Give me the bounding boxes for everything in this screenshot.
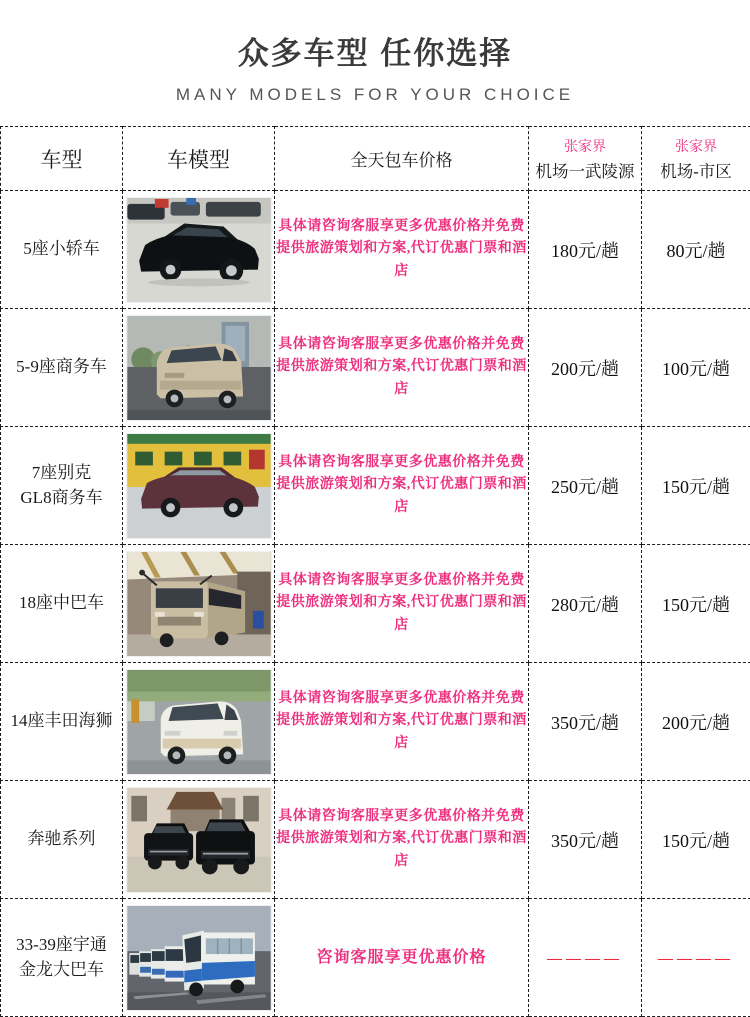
table-row (1, 899, 750, 1017)
airport-city-price: 100元/趟 (642, 309, 750, 427)
table-row (1, 191, 750, 309)
vehicle-photo-cell (123, 663, 275, 781)
price-note-cell (275, 191, 529, 309)
price-note-cell (275, 309, 529, 427)
vehicle-pricing-table (0, 126, 750, 1017)
coaster-midibus-photo (126, 551, 272, 657)
header-zhangjiajie-label: 张家界 (564, 139, 606, 155)
header-zhangjiajie-label: 张家界 (675, 139, 717, 155)
airport-wulingyuan-price: 180元/趟 (529, 191, 642, 309)
vehicle-type-cell: 5座小轿车 (1, 191, 123, 309)
page-subtitle: MANY MODELS FOR YOUR CHOICE (175, 85, 575, 104)
vehicle-type-cell: 14座丰田海狮 (1, 663, 123, 781)
vehicle-type-cell: 7座别克 GL8商务车 (1, 427, 123, 545)
vehicle-type-cell: 5-9座商务车 (1, 309, 123, 427)
page-header (0, 0, 750, 126)
vehicle-type-cell: 33-39座宇通 金龙大巴车 (1, 899, 123, 1017)
price-note-cell (275, 545, 529, 663)
airport-city-price: 80元/趟 (642, 191, 750, 309)
header-airport-wulingyuan: 张家界 机场一武陵源 (529, 127, 642, 191)
vehicle-photo-cell (123, 191, 275, 309)
price-note-cell (275, 663, 529, 781)
table-row (1, 427, 750, 545)
airport-wulingyuan-price: 280元/趟 (529, 545, 642, 663)
vehicle-photo-cell (123, 781, 275, 899)
promo-note: 具体请咨询客服享更多优惠价格并免费提供旅游策划和方案,代订优惠门票和酒店 (276, 808, 527, 869)
airport-city-price: 150元/趟 (642, 427, 750, 545)
silver-mpv-photo (126, 315, 272, 421)
buick-gl8-photo (126, 433, 272, 539)
airport-city-price: 200元/趟 (642, 663, 750, 781)
table-row (1, 781, 750, 899)
vehicle-type-cell: 18座中巴车 (1, 545, 123, 663)
page-title: 众多车型 任你选择 (237, 36, 513, 71)
table-body (1, 191, 750, 1017)
airport-wulingyuan-price: ———— (529, 899, 642, 1017)
header-vehicle-model: 车模型 (123, 127, 275, 191)
table-row (1, 545, 750, 663)
vehicle-type-cell: 奔驰系列 (1, 781, 123, 899)
toyota-hiace-photo (126, 669, 272, 775)
promo-note: 具体请咨询客服享更多优惠价格并免费提供旅游策划和方案,代订优惠门票和酒店 (276, 690, 527, 751)
promo-note: 咨询客服享更优惠价格 (316, 948, 487, 966)
table-header-row (1, 127, 750, 191)
promo-note: 具体请咨询客服享更多优惠价格并免费提供旅游策划和方案,代订优惠门票和酒店 (276, 454, 527, 515)
header-allday-price: 全天包车价格 (275, 127, 529, 191)
vehicle-photo-cell (123, 899, 275, 1017)
price-note-cell (275, 781, 529, 899)
airport-city-price: 150元/趟 (642, 545, 750, 663)
airport-city-price: ———— (642, 899, 750, 1017)
coach-fleet-photo (126, 905, 272, 1011)
airport-wulingyuan-price: 350元/趟 (529, 781, 642, 899)
vehicle-photo-cell (123, 309, 275, 427)
promo-note: 具体请咨询客服享更多优惠价格并免费提供旅游策划和方案,代订优惠门票和酒店 (276, 218, 527, 279)
table-row (1, 309, 750, 427)
price-note-cell (275, 427, 529, 545)
promo-note: 具体请咨询客服享更多优惠价格并免费提供旅游策划和方案,代订优惠门票和酒店 (276, 572, 527, 633)
airport-wulingyuan-price: 350元/趟 (529, 663, 642, 781)
airport-wulingyuan-price: 200元/趟 (529, 309, 642, 427)
price-note-cell (275, 899, 529, 1017)
mercedes-pair-photo (126, 787, 272, 893)
vehicle-photo-cell (123, 427, 275, 545)
header-airport-city: 张家界 机场-市区 (642, 127, 750, 191)
airport-city-price: 150元/趟 (642, 781, 750, 899)
black-sedan-photo (126, 197, 272, 303)
vehicle-photo-cell (123, 545, 275, 663)
airport-wulingyuan-price: 250元/趟 (529, 427, 642, 545)
header-vehicle-type: 车型 (1, 127, 123, 191)
table-row (1, 663, 750, 781)
promo-note: 具体请咨询客服享更多优惠价格并免费提供旅游策划和方案,代订优惠门票和酒店 (276, 336, 527, 397)
